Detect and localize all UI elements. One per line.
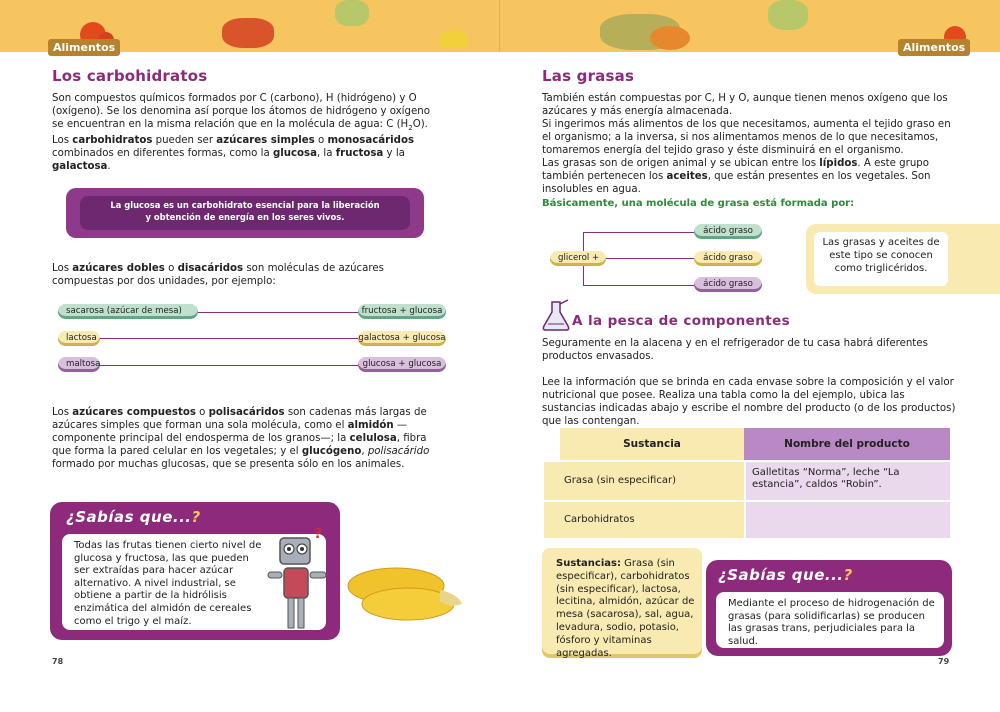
svg-text:?: ? [314, 528, 323, 542]
glucose-callout: La glucosa es un carbohidrato esencial para la liberación y obtención de energía en los seres vivos. [66, 188, 424, 238]
paragraph-polysaccharides: Los azúcares compuestos o polisacáridos son cadenas más largas de azúcares simples que forman una sola molécula, como el almidón —componente principal del endosperma de los granos—; la celulosa, fibra que forma la pared celular en los vegetales; y el glucógeno, polisacárido formado por muchas glucosas, que se presenta sólo en los animales. [52, 407, 430, 470]
molecule-heading: Básicamente, una molécula de grasa está formada por: [542, 198, 855, 209]
did-you-know-text: Todas las frutas tienen cierto nivel de glucosa y fructosa, las que pueden ser extraídas para hacer azúcar alternativo. A nivel industrial, se obtiene a partir de la hidrólisis enzimática del almidón de cereales como el trigo y el maíz. [62, 534, 326, 630]
paragraph-fat-tissue: Si ingerimos más alimentos de los que necesitamos, aumenta el tejido graso en el organismo; a la inversa, si nos alimentamos menos de lo que necesitamos, tomaremos energía del tejido graso y éste disminuirá en el organismo. [542, 119, 951, 156]
grapes-image [335, 0, 369, 26]
disaccharide-maltosa: maltosa [58, 357, 100, 372]
connector-line [196, 312, 360, 313]
connector-line [583, 285, 695, 286]
components-maltosa: glucosa + glucosa [358, 357, 446, 372]
substances-box: Sustancias: Grasa (sin especificar), carbohidratos (sin especificar), lactosa, lecitina, almidón, azúcar de mesa (sacarosa), sal, agua, levadura, sodio, potasio, fósforo y vitaminas agregadas. [542, 548, 702, 658]
page-number: 79 [938, 657, 950, 666]
section-tag: Alimentos [48, 39, 120, 56]
page-title: Los carbohidratos [52, 67, 208, 85]
paragraph-composition: También están compuestas por C, H y O, aunque tienen menos oxígeno que los azúcares y más energía almacenada. [542, 93, 948, 117]
did-you-know-title: ¿Sabías que...? [66, 508, 201, 526]
robot-mascot-icon [262, 528, 332, 638]
connector-line [96, 365, 360, 366]
grapes-image [768, 0, 808, 30]
table-cell-substance: Grasa (sin especificar) [544, 460, 744, 500]
connector-line [583, 232, 695, 233]
banana-image [440, 30, 468, 48]
fatty-acid-3: ácido graso [694, 277, 762, 292]
disaccharide-sacarosa: sacarosa (azúcar de mesa) [58, 304, 198, 319]
components-lactosa: galactosa + glucosa [358, 331, 446, 346]
glycerol-label: glicerol + [550, 251, 606, 266]
page-title: Las grasas [542, 67, 635, 85]
corn-image [344, 560, 464, 626]
paragraph-disaccharides: Los azúcares dobles o disacáridos son moléculas de azúcares compuestas por dos unidades, por ejemplo: [52, 263, 384, 287]
table-header-product: Nombre del producto [744, 428, 950, 460]
activity-title: A la pesca de componentes [572, 313, 791, 329]
did-you-know-title: ¿Sabías que...? [718, 566, 853, 584]
pepper-image [222, 18, 274, 48]
paragraph-definition: Son compuestos químicos formados por C (carbono), H (hidrógeno) y O (oxígeno). Se los denomina así porque los átomos de hidrógeno y oxígeno se encuentran en la misma relación que en la molécula de agua: C $(H_2O)$. [52, 93, 430, 133]
activity-intro: Seguramente en la alacena y en el refrigerador de tu casa habrá diferentes productos envasados. [542, 338, 928, 362]
activity-instructions: Lee la información que se brinda en cada envase sobre la composición y el valor nutricional que posee. Realiza una tabla como la del ejemplo, ubica las sustancias indicadas abajo y escribe el nombre del producto (o de los productos) que las contengan. [542, 377, 956, 427]
products-table [544, 428, 950, 538]
triglycerides-note: Las grasas y aceites de este tipo se conocen como triglicéridos. [806, 224, 976, 294]
fatty-acid-1: ácido graso [694, 224, 762, 239]
did-you-know-text: Mediante el proceso de hidrogenación de grasas (para solidificarlas) se producen las grasas trans, perjudiciales para la salud. [716, 592, 944, 648]
page-number: 78 [52, 657, 64, 666]
right-page [500, 0, 1000, 712]
section-tag: Alimentos [898, 39, 970, 56]
did-you-know-box [706, 560, 952, 656]
components-sacarosa: fructosa + glucosa [358, 304, 446, 319]
table-cell-substance: Carbohidratos [544, 500, 744, 538]
fatty-acid-2: ácido graso [694, 251, 762, 266]
disaccharide-lactosa: lactosa [58, 331, 100, 346]
paragraph-monosaccharides: Los carbohidratos pueden ser azúcares simples o monosacáridos combinados en diferentes formas, como la glucosa, la fructosa y la galactosa. [52, 135, 415, 172]
table-header-substance: Sustancia [560, 428, 744, 460]
connector-line [96, 338, 360, 339]
table-cell-product: Galletitas “Norma”, leche “La estancia”, caldos “Robin”. [744, 460, 950, 500]
table-cell-product[interactable] [744, 500, 950, 538]
pumpkin-image [650, 26, 690, 50]
flask-icon [542, 298, 570, 332]
paragraph-lipids: Las grasas son de origen animal y se ubican entre los lípidos. A este grupo también pertenecen los aceites, que están presentes en los vegetales. Son insolubles en agua. [542, 158, 931, 195]
